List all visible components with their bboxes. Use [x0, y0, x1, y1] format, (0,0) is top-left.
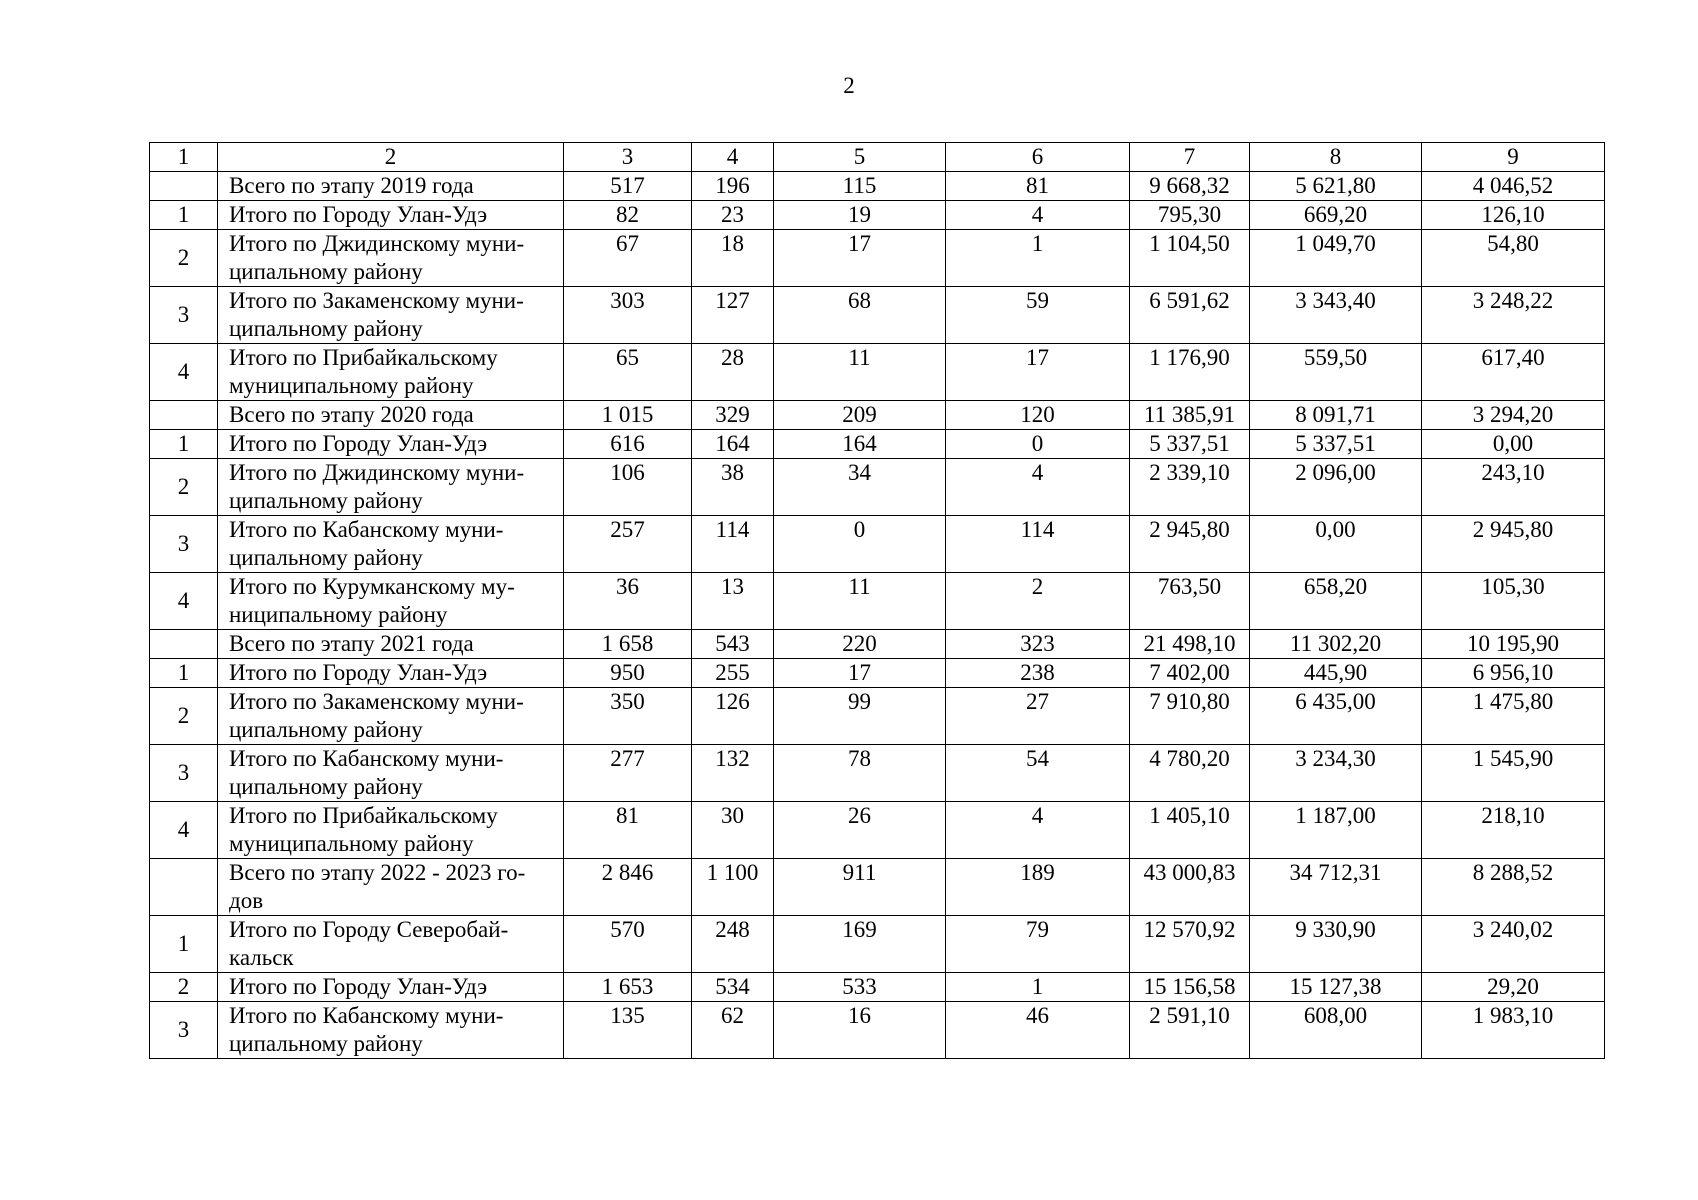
row-name-line: ниципальному району	[229, 602, 448, 627]
value-cell-c9: 4 046,52	[1422, 172, 1605, 201]
value-cell-c6: 27	[946, 688, 1130, 745]
value-cell-c9: 617,40	[1422, 344, 1605, 401]
value-cell-c8: 1 049,70	[1250, 230, 1422, 287]
value-cell-c7: 1 176,90	[1130, 344, 1250, 401]
value-cell-c5: 16	[774, 1002, 946, 1059]
value-cell-c8: 658,20	[1250, 573, 1422, 630]
value-cell-c9: 218,10	[1422, 802, 1605, 859]
row-number	[150, 630, 218, 659]
row-number: 1	[150, 659, 218, 688]
row-name-line: Всего по этапу 2021 года	[229, 631, 474, 656]
value-cell-c8: 5 337,51	[1250, 430, 1422, 459]
header-row	[150, 143, 1605, 172]
row-number	[150, 401, 218, 430]
table-row	[150, 1002, 1605, 1059]
row-number: 2	[150, 230, 218, 287]
value-cell-c4: 23	[692, 201, 774, 230]
value-cell-c3: 616	[564, 430, 692, 459]
value-cell-c5: 169	[774, 916, 946, 973]
row-name	[218, 401, 564, 430]
row-name-line: Всего по этапу 2019 года	[229, 173, 474, 198]
value-cell-c5: 533	[774, 973, 946, 1002]
value-cell-c4: 114	[692, 516, 774, 573]
value-cell-c4: 248	[692, 916, 774, 973]
row-name	[218, 688, 564, 745]
table-body	[150, 143, 1605, 1059]
row-name-line: Итого по Джидинскому муни-	[229, 460, 525, 485]
value-cell-c8: 8 091,71	[1250, 401, 1422, 430]
value-cell-c4: 196	[692, 172, 774, 201]
row-name-line: Итого по Прибайкальскому	[229, 345, 498, 370]
value-cell-c8: 445,90	[1250, 659, 1422, 688]
value-cell-c3: 517	[564, 172, 692, 201]
value-cell-c7: 2 945,80	[1130, 516, 1250, 573]
header-cell: 4	[692, 143, 774, 172]
row-name-line: ципальному району	[229, 488, 423, 513]
value-cell-c6: 4	[946, 802, 1130, 859]
value-cell-c3: 350	[564, 688, 692, 745]
value-cell-c9: 0,00	[1422, 430, 1605, 459]
value-cell-c5: 19	[774, 201, 946, 230]
value-cell-c8: 559,50	[1250, 344, 1422, 401]
value-cell-c4: 18	[692, 230, 774, 287]
table-row	[150, 973, 1605, 1002]
value-cell-c6: 59	[946, 287, 1130, 344]
value-cell-c7: 5 337,51	[1130, 430, 1250, 459]
value-cell-c3: 277	[564, 745, 692, 802]
value-cell-c4: 127	[692, 287, 774, 344]
value-cell-c4: 126	[692, 688, 774, 745]
row-name	[218, 745, 564, 802]
value-cell-c6: 114	[946, 516, 1130, 573]
row-name	[218, 973, 564, 1002]
value-cell-c6: 238	[946, 659, 1130, 688]
value-cell-c3: 36	[564, 573, 692, 630]
value-cell-c9: 3 294,20	[1422, 401, 1605, 430]
row-name-line: Всего по этапу 2022 - 2023 го-	[229, 860, 526, 885]
value-cell-c3: 82	[564, 201, 692, 230]
value-cell-c3: 135	[564, 1002, 692, 1059]
header-cell: 2	[218, 143, 564, 172]
value-cell-c5: 17	[774, 659, 946, 688]
row-name-line: ципальному району	[229, 259, 423, 284]
row-name-line: ципальному району	[229, 316, 423, 341]
value-cell-c9: 1 545,90	[1422, 745, 1605, 802]
table-row	[150, 745, 1605, 802]
value-cell-c5: 0	[774, 516, 946, 573]
row-name	[218, 172, 564, 201]
value-cell-c9: 10 195,90	[1422, 630, 1605, 659]
value-cell-c7: 15 156,58	[1130, 973, 1250, 1002]
value-cell-c7: 7 402,00	[1130, 659, 1250, 688]
value-cell-c5: 78	[774, 745, 946, 802]
value-cell-c5: 911	[774, 859, 946, 916]
value-cell-c8: 11 302,20	[1250, 630, 1422, 659]
value-cell-c5: 34	[774, 459, 946, 516]
table-row	[150, 516, 1605, 573]
row-name-line: Итого по Закаменскому муни-	[229, 689, 524, 714]
header-cell: 7	[1130, 143, 1250, 172]
value-cell-c4: 255	[692, 659, 774, 688]
row-name	[218, 516, 564, 573]
value-cell-c8: 3 343,40	[1250, 287, 1422, 344]
value-cell-c5: 17	[774, 230, 946, 287]
value-cell-c7: 2 591,10	[1130, 1002, 1250, 1059]
value-cell-c8: 669,20	[1250, 201, 1422, 230]
value-cell-c9: 1 983,10	[1422, 1002, 1605, 1059]
value-cell-c7: 6 591,62	[1130, 287, 1250, 344]
table-row	[150, 659, 1605, 688]
value-cell-c7: 4 780,20	[1130, 745, 1250, 802]
row-name	[218, 659, 564, 688]
row-number: 3	[150, 516, 218, 573]
row-name	[218, 287, 564, 344]
header-cell: 9	[1422, 143, 1605, 172]
table-row	[150, 573, 1605, 630]
row-number: 1	[150, 430, 218, 459]
value-cell-c8: 608,00	[1250, 1002, 1422, 1059]
row-name	[218, 344, 564, 401]
value-cell-c8: 6 435,00	[1250, 688, 1422, 745]
value-cell-c5: 11	[774, 573, 946, 630]
row-number: 1	[150, 916, 218, 973]
value-cell-c8: 1 187,00	[1250, 802, 1422, 859]
row-name-line: ципальному району	[229, 545, 423, 570]
value-cell-c4: 164	[692, 430, 774, 459]
value-cell-c5: 99	[774, 688, 946, 745]
row-number: 4	[150, 802, 218, 859]
row-number: 4	[150, 573, 218, 630]
row-number: 2	[150, 459, 218, 516]
value-cell-c5: 209	[774, 401, 946, 430]
table-row	[150, 430, 1605, 459]
value-cell-c6: 17	[946, 344, 1130, 401]
value-cell-c4: 1 100	[692, 859, 774, 916]
value-cell-c5: 68	[774, 287, 946, 344]
value-cell-c7: 12 570,92	[1130, 916, 1250, 973]
row-name-line: Итого по Городу Улан-Удэ	[229, 431, 488, 456]
row-number: 3	[150, 745, 218, 802]
row-name-line: Всего по этапу 2020 года	[229, 402, 474, 427]
row-number: 2	[150, 688, 218, 745]
value-cell-c6: 46	[946, 1002, 1130, 1059]
row-name-line: муниципальному району	[229, 373, 474, 398]
value-cell-c9: 105,30	[1422, 573, 1605, 630]
value-cell-c7: 21 498,10	[1130, 630, 1250, 659]
row-number: 3	[150, 287, 218, 344]
value-cell-c4: 30	[692, 802, 774, 859]
value-cell-c9: 1 475,80	[1422, 688, 1605, 745]
row-name-line: Итого по Кабанскому муни-	[229, 746, 504, 771]
row-name-line: ципальному району	[229, 774, 423, 799]
value-cell-c6: 81	[946, 172, 1130, 201]
value-cell-c3: 303	[564, 287, 692, 344]
row-number: 3	[150, 1002, 218, 1059]
row-name-line: ципальному району	[229, 1031, 423, 1056]
value-cell-c7: 9 668,32	[1130, 172, 1250, 201]
row-name-line: Итого по Городу Улан-Удэ	[229, 660, 488, 685]
data-table	[149, 142, 1605, 1059]
row-name-line: Итого по Джидинскому муни-	[229, 231, 525, 256]
value-cell-c9: 54,80	[1422, 230, 1605, 287]
row-name	[218, 1002, 564, 1059]
row-name-line: муниципальному району	[229, 831, 474, 856]
row-name-line: Итого по Курумканскому му-	[229, 574, 515, 599]
row-name-line: Итого по Кабанскому муни-	[229, 517, 504, 542]
value-cell-c6: 4	[946, 201, 1130, 230]
value-cell-c9: 126,10	[1422, 201, 1605, 230]
value-cell-c7: 795,30	[1130, 201, 1250, 230]
row-number: 1	[150, 201, 218, 230]
value-cell-c9: 29,20	[1422, 973, 1605, 1002]
row-number	[150, 859, 218, 916]
row-number: 4	[150, 344, 218, 401]
value-cell-c6: 79	[946, 916, 1130, 973]
row-name	[218, 459, 564, 516]
value-cell-c5: 220	[774, 630, 946, 659]
value-cell-c6: 120	[946, 401, 1130, 430]
row-name-line: ципальному району	[229, 717, 423, 742]
value-cell-c5: 11	[774, 344, 946, 401]
total-row	[150, 630, 1605, 659]
value-cell-c6: 2	[946, 573, 1130, 630]
value-cell-c8: 0,00	[1250, 516, 1422, 573]
row-name-line: Итого по Городу Улан-Удэ	[229, 974, 488, 999]
value-cell-c4: 329	[692, 401, 774, 430]
value-cell-c8: 34 712,31	[1250, 859, 1422, 916]
header-cell: 5	[774, 143, 946, 172]
table-row	[150, 230, 1605, 287]
value-cell-c4: 132	[692, 745, 774, 802]
value-cell-c7: 11 385,91	[1130, 401, 1250, 430]
value-cell-c7: 763,50	[1130, 573, 1250, 630]
value-cell-c4: 13	[692, 573, 774, 630]
value-cell-c7: 2 339,10	[1130, 459, 1250, 516]
value-cell-c3: 106	[564, 459, 692, 516]
value-cell-c7: 7 910,80	[1130, 688, 1250, 745]
table-row	[150, 344, 1605, 401]
value-cell-c6: 189	[946, 859, 1130, 916]
row-name	[218, 630, 564, 659]
row-number	[150, 172, 218, 201]
value-cell-c3: 67	[564, 230, 692, 287]
value-cell-c7: 1 405,10	[1130, 802, 1250, 859]
value-cell-c3: 570	[564, 916, 692, 973]
total-row	[150, 401, 1605, 430]
value-cell-c9: 8 288,52	[1422, 859, 1605, 916]
row-name-line: Итого по Кабанскому муни-	[229, 1003, 504, 1028]
value-cell-c8: 3 234,30	[1250, 745, 1422, 802]
header-cell: 8	[1250, 143, 1422, 172]
value-cell-c3: 2 846	[564, 859, 692, 916]
value-cell-c9: 3 240,02	[1422, 916, 1605, 973]
value-cell-c8: 9 330,90	[1250, 916, 1422, 973]
value-cell-c6: 4	[946, 459, 1130, 516]
value-cell-c5: 115	[774, 172, 946, 201]
row-name	[218, 430, 564, 459]
value-cell-c6: 54	[946, 745, 1130, 802]
page-number: 2	[843, 73, 855, 98]
row-name-line: Итого по Городу Улан-Удэ	[229, 202, 488, 227]
value-cell-c4: 38	[692, 459, 774, 516]
value-cell-c3: 1 015	[564, 401, 692, 430]
value-cell-c6: 1	[946, 230, 1130, 287]
value-cell-c9: 2 945,80	[1422, 516, 1605, 573]
total-row	[150, 172, 1605, 201]
value-cell-c4: 62	[692, 1002, 774, 1059]
value-cell-c3: 65	[564, 344, 692, 401]
row-name-line: Итого по Городу Северобай-	[229, 917, 509, 942]
value-cell-c3: 950	[564, 659, 692, 688]
value-cell-c4: 28	[692, 344, 774, 401]
value-cell-c5: 26	[774, 802, 946, 859]
row-name-line: дов	[229, 888, 264, 913]
row-number: 2	[150, 973, 218, 1002]
row-name	[218, 802, 564, 859]
header-cell: 1	[150, 143, 218, 172]
table-row	[150, 688, 1605, 745]
table-row	[150, 916, 1605, 973]
row-name	[218, 916, 564, 973]
value-cell-c7: 1 104,50	[1130, 230, 1250, 287]
total-row	[150, 859, 1605, 916]
row-name	[218, 201, 564, 230]
value-cell-c3: 257	[564, 516, 692, 573]
value-cell-c3: 1 653	[564, 973, 692, 1002]
value-cell-c6: 323	[946, 630, 1130, 659]
table-row	[150, 287, 1605, 344]
value-cell-c3: 1 658	[564, 630, 692, 659]
value-cell-c8: 2 096,00	[1250, 459, 1422, 516]
value-cell-c6: 0	[946, 430, 1130, 459]
value-cell-c4: 534	[692, 973, 774, 1002]
row-name-line: Итого по Прибайкальскому	[229, 803, 498, 828]
header-cell: 6	[946, 143, 1130, 172]
value-cell-c4: 543	[692, 630, 774, 659]
value-cell-c8: 5 621,80	[1250, 172, 1422, 201]
row-name-line: кальск	[229, 945, 294, 970]
value-cell-c8: 15 127,38	[1250, 973, 1422, 1002]
value-cell-c9: 6 956,10	[1422, 659, 1605, 688]
value-cell-c6: 1	[946, 973, 1130, 1002]
row-name-line: Итого по Закаменскому муни-	[229, 288, 524, 313]
table-row	[150, 802, 1605, 859]
value-cell-c5: 164	[774, 430, 946, 459]
table-row	[150, 459, 1605, 516]
value-cell-c3: 81	[564, 802, 692, 859]
row-name	[218, 859, 564, 916]
table-row	[150, 201, 1605, 230]
row-name	[218, 230, 564, 287]
row-name	[218, 573, 564, 630]
value-cell-c9: 243,10	[1422, 459, 1605, 516]
header-cell: 3	[564, 143, 692, 172]
value-cell-c7: 43 000,83	[1130, 859, 1250, 916]
value-cell-c9: 3 248,22	[1422, 287, 1605, 344]
